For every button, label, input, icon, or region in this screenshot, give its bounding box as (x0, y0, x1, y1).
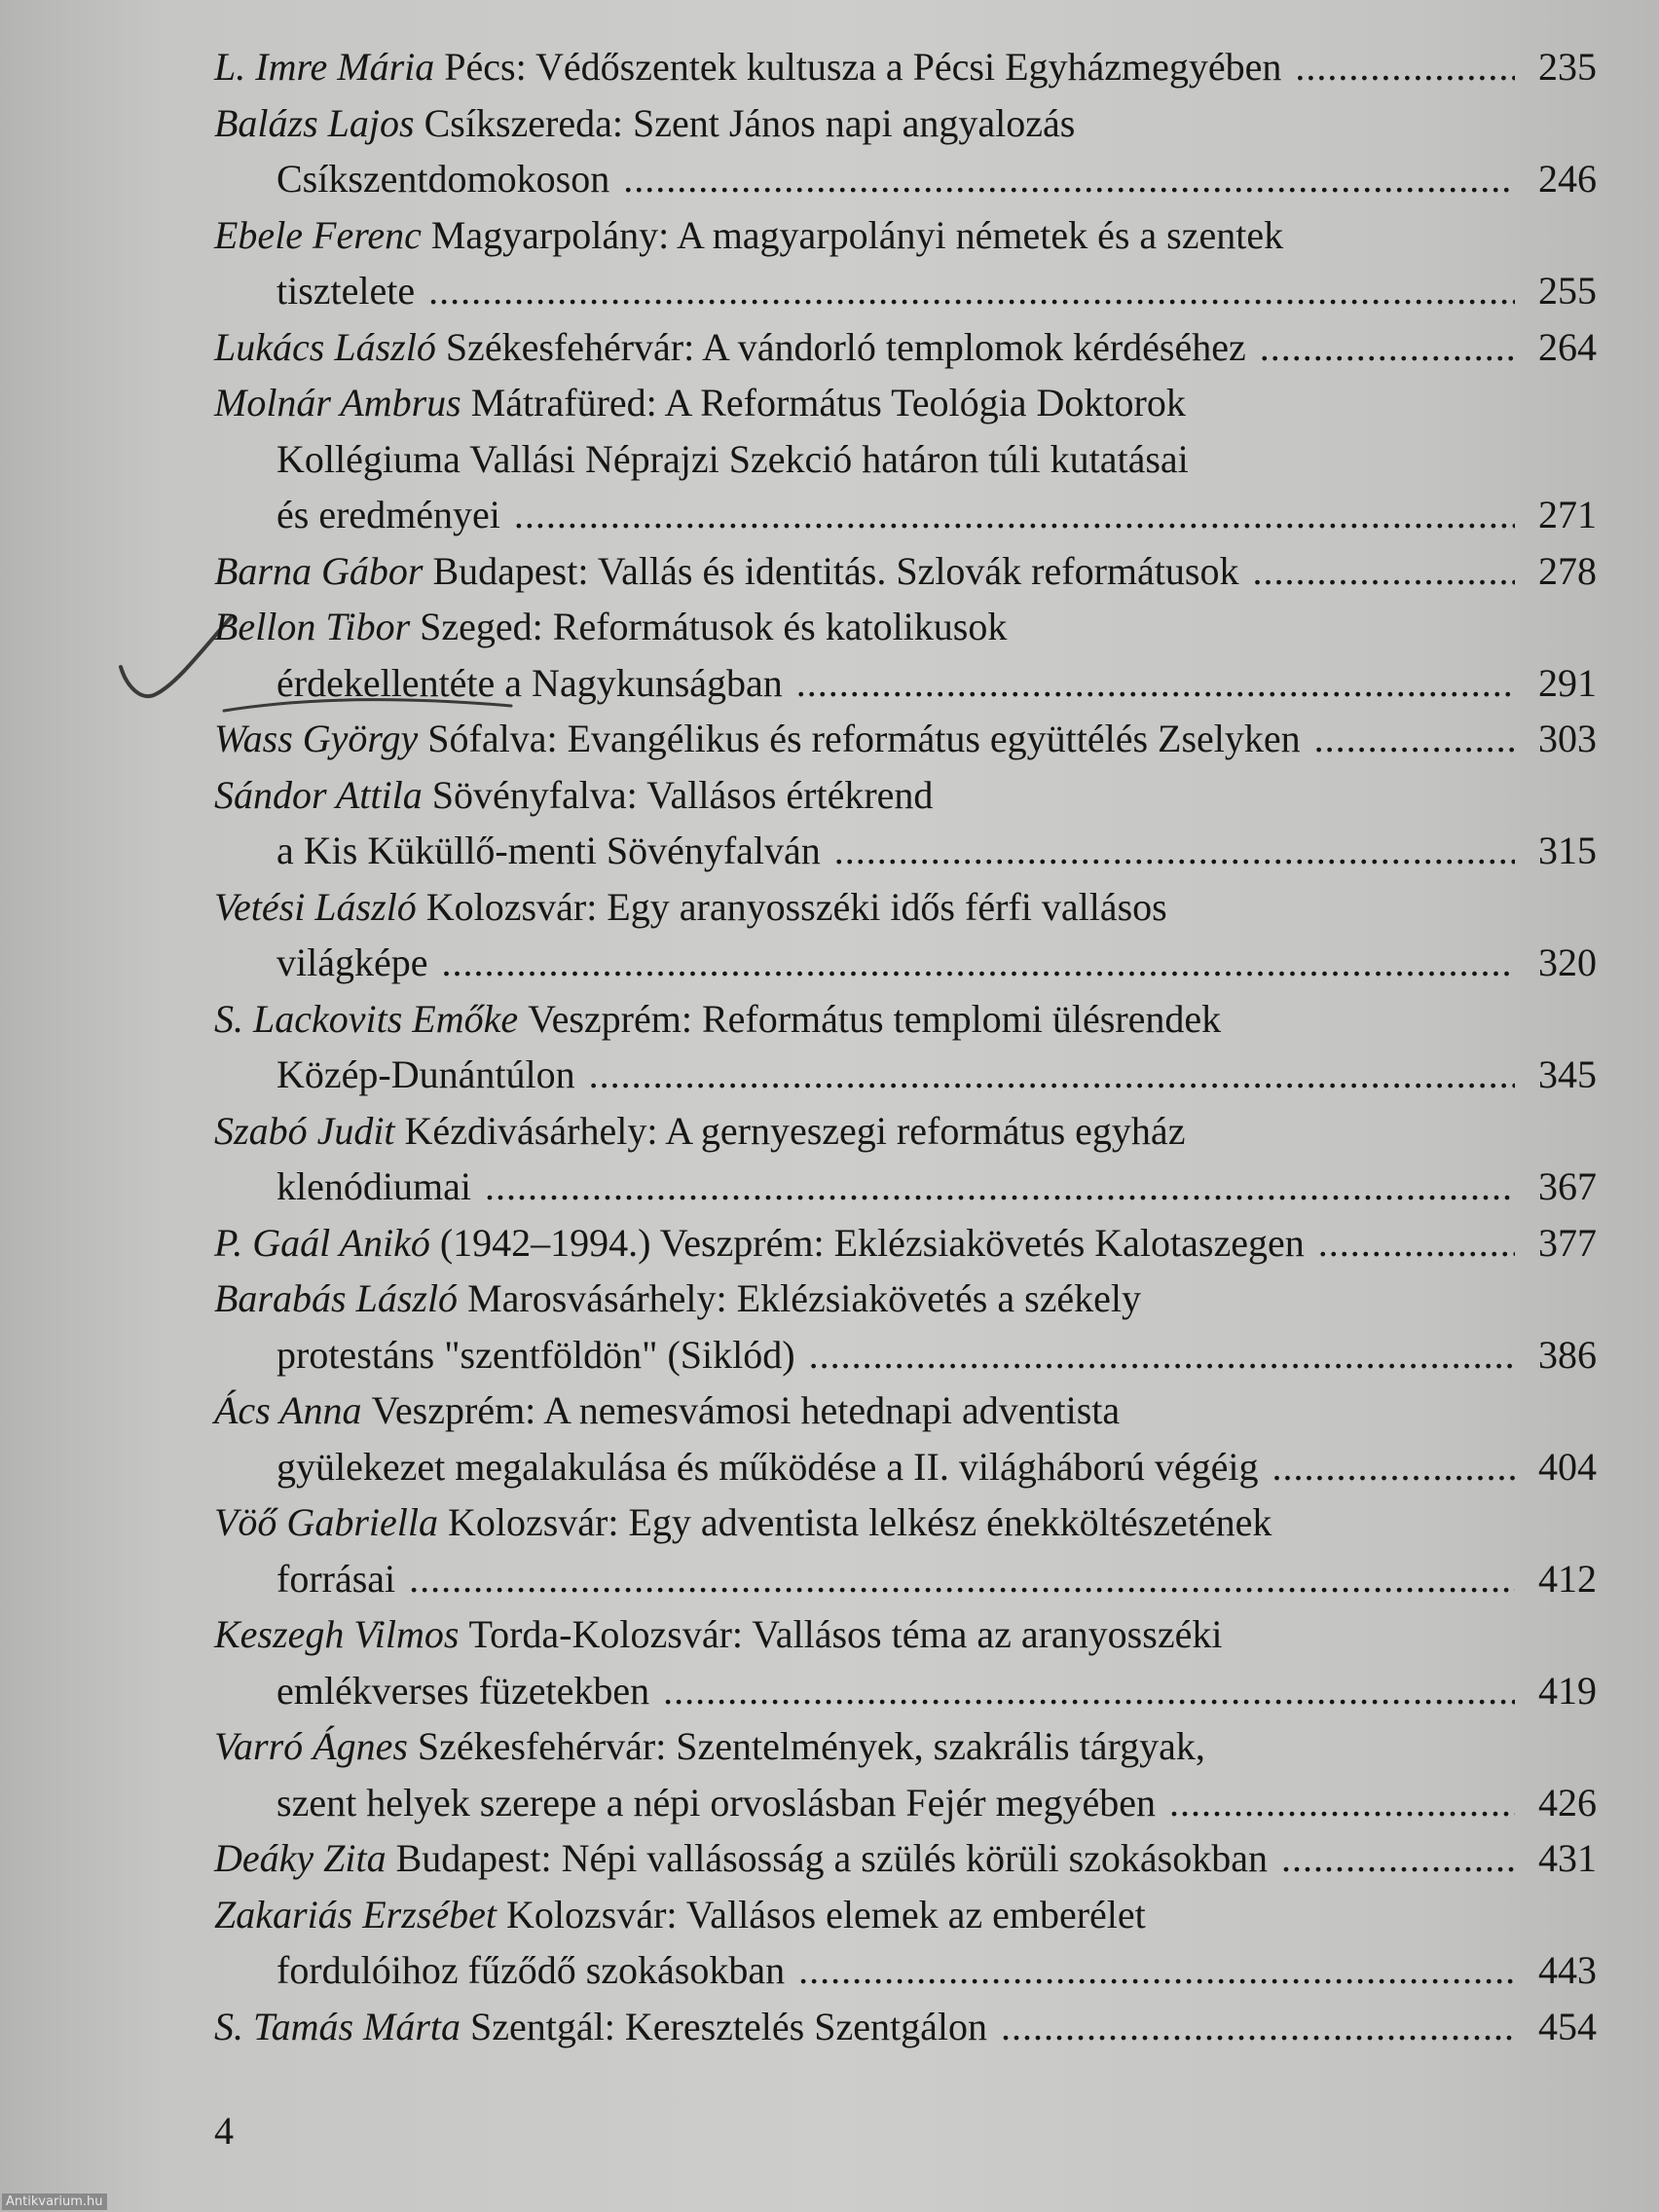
entry-title: Sófalva: Evangélikus és református együttélés Zselyken (427, 717, 1301, 760)
entry-title: Csíkszereda: Szent János napi angyalozás (424, 100, 1076, 145)
entry-page-number: 386 (1538, 1332, 1597, 1377)
toc-entry (214, 543, 1597, 600)
entry-page-number: 345 (1538, 1052, 1597, 1096)
entry-page-number: 419 (1538, 1668, 1597, 1713)
toc-line (214, 1999, 1597, 2055)
entry-page-number: 235 (1538, 45, 1597, 89)
toc-line (214, 1271, 1597, 1327)
toc-line (214, 991, 1597, 1048)
entry-author: S. Lackovits Emőke (214, 996, 519, 1041)
entry-title: világképe (276, 940, 428, 984)
entry-author: Lukács László (214, 324, 436, 369)
entry-title: Budapest: Vallás és identitás. Szlovák reformátusok (432, 548, 1239, 593)
entry-title: Szeged: Reformátusok és katolikusok (420, 605, 1008, 648)
entry-author: Szabó Judit (214, 1108, 395, 1153)
dot-leader (623, 151, 1515, 207)
entry-title: érdekellentéte a Nagykunságban (276, 660, 783, 705)
toc-line (214, 1103, 1597, 1160)
entry-page-number: 426 (1538, 1780, 1597, 1825)
toc-entry (214, 1382, 1597, 1494)
toc-line (214, 1830, 1597, 1887)
toc-entry (214, 767, 1597, 879)
toc-line (214, 1494, 1597, 1551)
toc-entry (214, 1271, 1597, 1382)
entry-page-number: 303 (1538, 717, 1597, 760)
entry-title: Budapest: Népi vallásosság a szülés körüli szokásokban (395, 1836, 1268, 1880)
toc-line (214, 375, 1597, 431)
dot-leader (809, 1327, 1515, 1383)
toc-line (214, 1047, 1597, 1103)
toc-line (214, 599, 1597, 655)
entry-title: Pécs: Védőszentek kultusza a Pécsi Egyházmegyében (444, 45, 1282, 89)
entry-author: Vetési László (214, 884, 417, 929)
dot-leader (1281, 1830, 1515, 1887)
entry-author: L. Imre Mária (214, 45, 435, 89)
entry-author: Barna Gábor (214, 548, 424, 593)
entry-title: klenódiumai (276, 1164, 471, 1208)
entry-page-number: 315 (1538, 829, 1597, 872)
entry-page-number: 264 (1538, 324, 1597, 369)
dot-leader (1001, 1999, 1515, 2055)
toc-line (214, 263, 1597, 319)
entry-title: Kollégiuma Vallási Néprajzi Szekció határon túli kutatásai (276, 436, 1189, 481)
toc-entry (214, 1718, 1597, 1830)
entry-author: Keszegh Vilmos (214, 1612, 460, 1656)
entry-author: Balázs Lajos (214, 100, 415, 145)
dot-leader (485, 1159, 1515, 1215)
toc-line (214, 319, 1597, 376)
dot-leader (798, 1942, 1515, 1999)
toc-entry (214, 39, 1597, 95)
toc-line (214, 1159, 1597, 1215)
toc-line (214, 1551, 1597, 1607)
entry-title: (1942–1994.) Veszprém: Eklézsiakövetés Kalotaszegen (439, 1220, 1305, 1265)
dot-leader (1295, 39, 1515, 95)
entry-title: Sövényfalva: Vallásos értékrend (431, 772, 934, 817)
entry-title: Mátrafüred: A Református Teológia Doktorok (470, 381, 1186, 424)
dot-leader (1252, 543, 1515, 600)
entry-page-number: 271 (1538, 493, 1597, 536)
entry-title: Kolozsvár: Egy adventista lelkész énekköltészetének (447, 1500, 1272, 1544)
entry-page-number: 246 (1538, 157, 1597, 201)
entry-page-number: 255 (1538, 269, 1597, 313)
entry-title: gyülekezet megalakulása és működése a II. világháború végéig (276, 1444, 1259, 1489)
entry-title: Marosvásárhely: Eklézsiakövetés a székely (467, 1276, 1142, 1320)
entry-page-number: 367 (1538, 1164, 1597, 1208)
toc-entry (214, 1215, 1597, 1272)
toc-entry (214, 1830, 1597, 1887)
entry-page-number: 404 (1538, 1444, 1597, 1489)
entry-author: Zakariás Erzsébet (214, 1892, 497, 1936)
dot-leader (1272, 1439, 1516, 1495)
watermark: Antikvarium.hu (2, 2194, 107, 2210)
entry-author: S. Tamás Márta (214, 2004, 461, 2048)
entry-title: szent helyek szerepe a népi orvoslásban Fejér megyében (276, 1780, 1156, 1825)
entry-title: Kézdivásárhely: A gernyeszegi református egyház (404, 1108, 1186, 1153)
entry-author: Molnár Ambrus (214, 381, 461, 424)
dot-leader (409, 1551, 1515, 1607)
entry-author: Sándor Attila (214, 772, 423, 817)
entry-title: Székesfehérvár: Szentelmények, szakrális tárgyak, (417, 1724, 1205, 1768)
toc-entry (214, 1887, 1597, 1999)
toc-entry (214, 1606, 1597, 1718)
entry-title: forrásai (276, 1556, 396, 1601)
toc-line (214, 1718, 1597, 1775)
entry-page-number: 291 (1538, 660, 1597, 705)
dot-leader (589, 1047, 1515, 1103)
toc-line (214, 431, 1597, 488)
entry-title: Székesfehérvár: A vándorló templomok kérdéséhez (445, 324, 1246, 369)
entry-page-number: 320 (1538, 940, 1597, 984)
toc-entry (214, 599, 1597, 711)
toc-line (214, 655, 1597, 712)
entry-author: Deáky Zita (214, 1836, 387, 1880)
entry-title: Veszprém: A nemesvámosi hetednapi adventista (371, 1388, 1121, 1432)
entry-author: Vöő Gabriella (214, 1500, 438, 1544)
dot-leader (663, 1663, 1515, 1719)
toc-line (214, 1663, 1597, 1719)
book-page (214, 39, 1597, 2181)
entry-title: Csíkszentdomokoson (276, 157, 610, 201)
dot-leader (1318, 1215, 1515, 1272)
toc-line (214, 879, 1597, 936)
toc-line (214, 1942, 1597, 1999)
toc-entry (214, 1103, 1597, 1215)
toc-line (214, 1382, 1597, 1439)
toc-entry (214, 1494, 1597, 1606)
dot-leader (834, 823, 1515, 879)
entry-author: Bellon Tibor (214, 605, 411, 648)
toc-line (214, 1887, 1597, 1943)
entry-title: emlékverses füzetekben (276, 1668, 650, 1713)
toc-line (214, 1215, 1597, 1272)
entry-page-number: 377 (1538, 1220, 1597, 1265)
entry-author: Varró Ágnes (214, 1724, 408, 1768)
toc-line (214, 823, 1597, 879)
entry-author: Wass György (214, 717, 419, 760)
toc-line (214, 935, 1597, 991)
entry-page-number: 454 (1538, 2004, 1597, 2048)
entry-author: Ács Anna (214, 1388, 362, 1432)
toc-entry (214, 991, 1597, 1103)
entry-author: P. Gaál Anikó (214, 1220, 430, 1265)
entry-title: Szentgál: Keresztelés Szentgálon (470, 2004, 987, 2048)
toc-entry (214, 1999, 1597, 2055)
entry-title: Kolozsvár: Vallásos elemek az emberélet (506, 1892, 1146, 1936)
dot-leader (514, 487, 1515, 543)
entry-page-number: 278 (1538, 548, 1597, 593)
entry-title: Torda-Kolozsvár: Vallásos téma az aranyosszéki (468, 1612, 1223, 1656)
toc-entry (214, 319, 1597, 376)
dot-leader (1260, 319, 1515, 376)
toc-line (214, 1327, 1597, 1383)
toc-entry (214, 711, 1597, 767)
dot-leader (796, 655, 1515, 712)
toc-line (214, 1606, 1597, 1663)
toc-line (214, 207, 1597, 264)
entry-title: Kolozsvár: Egy aranyosszéki idős férfi vallásos (425, 884, 1167, 929)
table-of-contents (214, 39, 1597, 2054)
entry-page-number: 431 (1538, 1836, 1597, 1880)
entry-title: tisztelete (276, 269, 416, 313)
entry-page-number: 443 (1538, 1948, 1597, 1992)
toc-entry (214, 879, 1597, 991)
entry-title: protestáns "szentföldön" (Siklód) (276, 1332, 795, 1377)
toc-line (214, 767, 1597, 824)
entry-title: és eredményei (276, 493, 500, 536)
entry-title: Veszprém: Református templomi ülésrendek (528, 996, 1222, 1041)
entry-title: a Kis Küküllő-menti Sövényfalván (276, 829, 821, 872)
entry-title: Közép-Dunántúlon (276, 1052, 575, 1096)
entry-page-number: 412 (1538, 1556, 1597, 1601)
toc-line (214, 95, 1597, 152)
page-number: 4 (214, 2109, 234, 2153)
toc-line (214, 711, 1597, 767)
entry-author: Ebele Ferenc (214, 212, 422, 257)
toc-line (214, 1439, 1597, 1495)
toc-entry (214, 207, 1597, 319)
toc-entry (214, 375, 1597, 543)
dot-leader (1314, 711, 1515, 767)
entry-title: Magyarpolány: A magyarpolányi németek és a szentek (430, 212, 1284, 257)
toc-line (214, 1775, 1597, 1831)
toc-line (214, 487, 1597, 543)
dot-leader (428, 263, 1515, 319)
toc-entry (214, 95, 1597, 207)
toc-line (214, 543, 1597, 600)
entry-title: fordulóihoz fűződő szokásokban (276, 1948, 786, 1992)
dot-leader (442, 935, 1516, 991)
dot-leader (1169, 1775, 1515, 1831)
toc-line (214, 151, 1597, 207)
toc-line (214, 39, 1597, 95)
entry-author: Barabás László (214, 1276, 459, 1320)
